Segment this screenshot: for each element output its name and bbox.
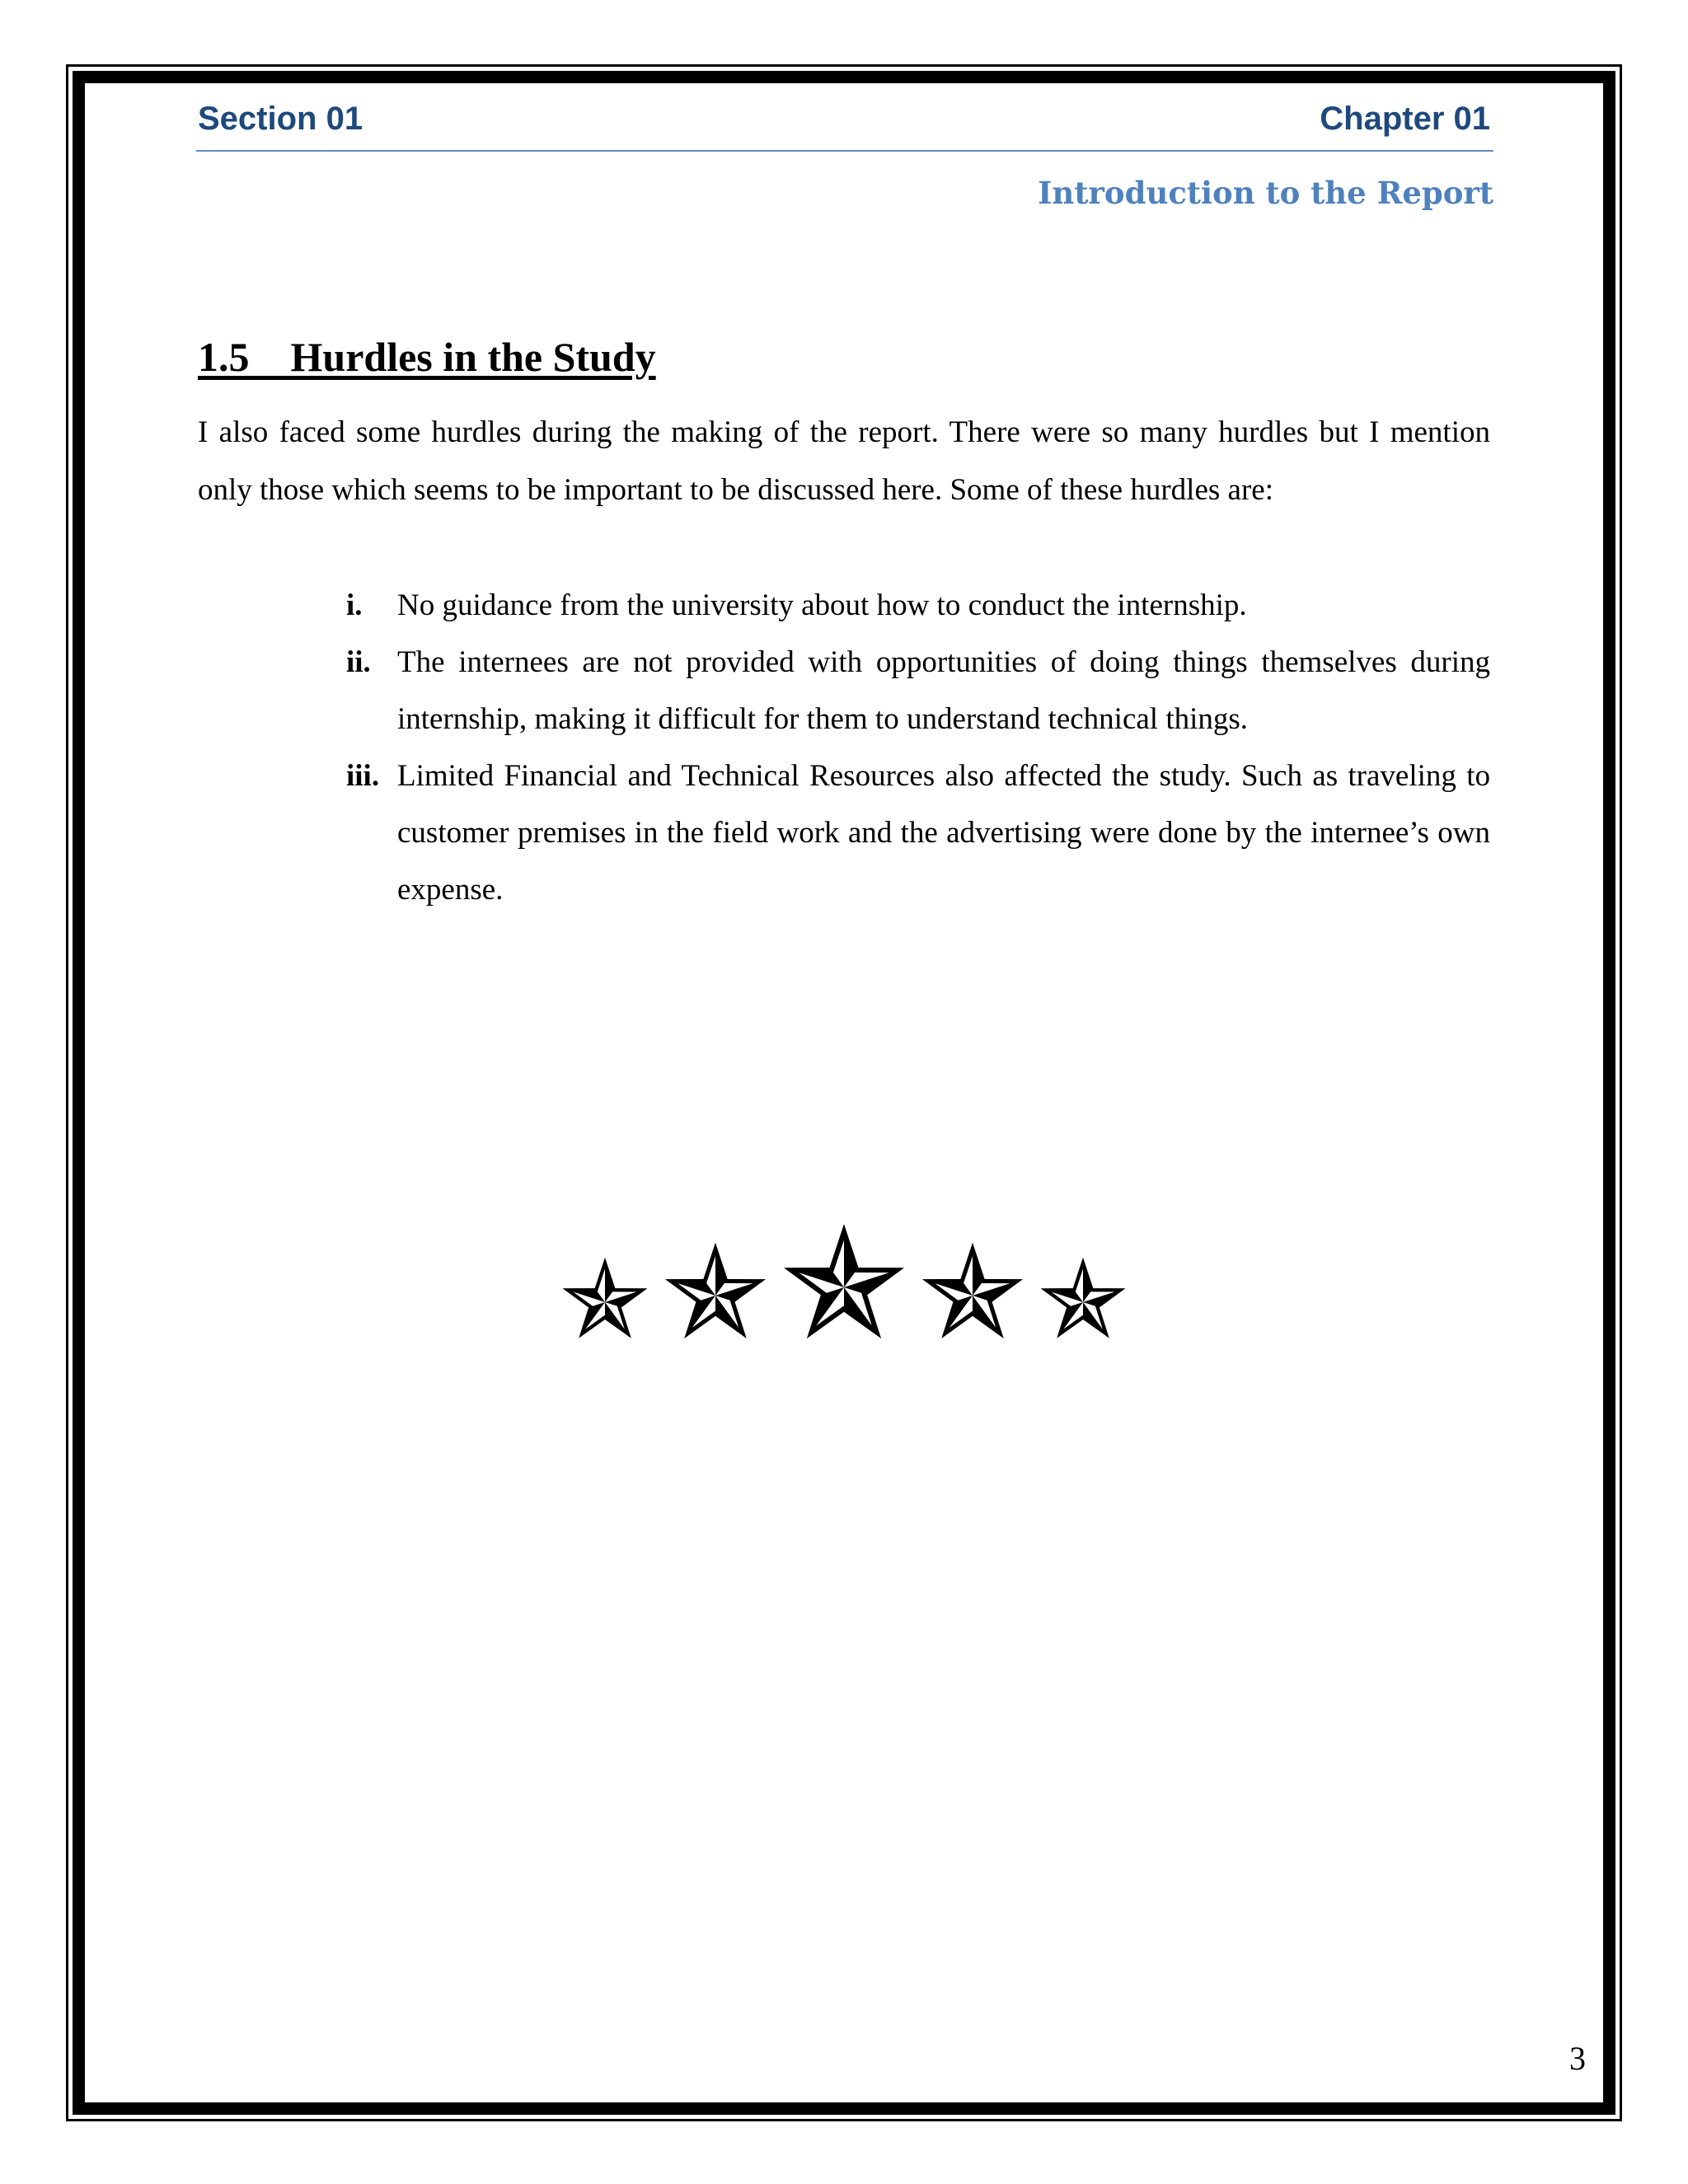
nautical-star-icon bbox=[1046, 1263, 1120, 1334]
stars-divider bbox=[0, 1220, 1688, 1352]
list-item-text: No guidance from the university about how to conduct the internship. bbox=[397, 588, 1247, 622]
nautical-star-icon bbox=[791, 1232, 897, 1332]
hurdles-list bbox=[346, 577, 1490, 918]
nautical-star-icon bbox=[929, 1249, 1017, 1333]
page-number: 3 bbox=[1569, 2040, 1586, 2077]
list-marker: iii. bbox=[346, 759, 380, 793]
page-header bbox=[196, 96, 1493, 152]
list-item-text: The internees are not provided with opportunities of doing things themselves during internship, making it difficult for them to understand technical things. bbox=[397, 645, 1490, 736]
nautical-star-icon bbox=[568, 1263, 642, 1334]
list-marker: i. bbox=[346, 588, 363, 622]
intro-paragraph: I also faced some hurdles during the making of the report. There were so many hurdles but I mention only those which seems to be important to be discussed here. Some of these hurdles are: bbox=[198, 415, 1490, 507]
list-item bbox=[346, 577, 1490, 634]
list-item-text: Limited Financial and Technical Resources also affected the study. Such as traveling to customer premises in the field work and the advertising were done by the internee’s own expense. bbox=[397, 759, 1490, 907]
section-heading: 1.5 Hurdles in the Study bbox=[198, 334, 656, 380]
chapter-label: Chapter 01 bbox=[1320, 101, 1490, 137]
section-label: Section 01 bbox=[198, 101, 363, 137]
list-item bbox=[346, 634, 1490, 748]
list-item bbox=[346, 748, 1490, 918]
list-marker: ii. bbox=[346, 645, 371, 679]
chapter-subtitle: Introduction to the Report bbox=[1038, 175, 1493, 211]
nautical-star-icon bbox=[672, 1249, 760, 1333]
